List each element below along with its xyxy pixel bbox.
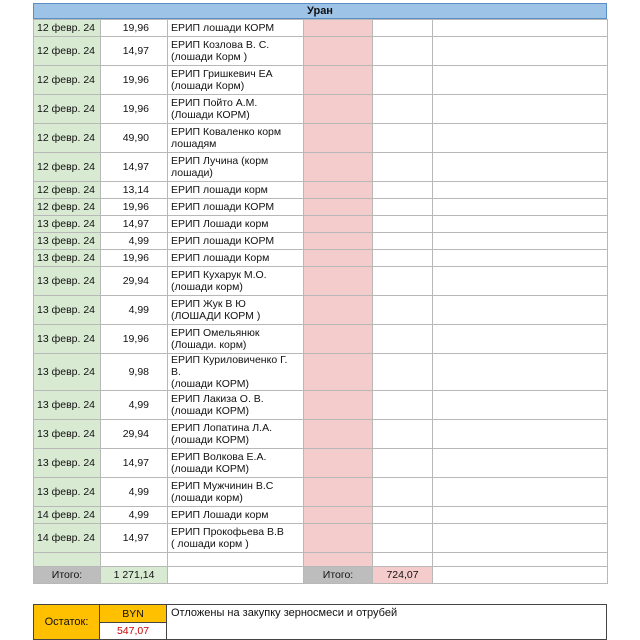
empty-cell[interactable] [304, 153, 373, 182]
empty-cell[interactable] [304, 95, 373, 124]
empty-cell[interactable] [373, 478, 433, 507]
empty-cell[interactable] [373, 153, 433, 182]
empty-cell[interactable] [304, 20, 373, 37]
amount-cell[interactable]: 9,98 [101, 354, 168, 391]
empty-cell[interactable] [433, 37, 608, 66]
date-cell[interactable]: 12 февр. 24 [34, 153, 101, 182]
balance-value: 547,07 [116, 625, 150, 637]
amount-cell[interactable]: 4,99 [101, 296, 168, 325]
amount-cell[interactable]: 19,96 [101, 95, 168, 124]
empty-cell[interactable] [304, 325, 373, 354]
amount-cell[interactable]: 19,96 [101, 199, 168, 216]
empty-cell[interactable] [304, 37, 373, 66]
table-row [34, 95, 608, 124]
table-row [34, 507, 608, 524]
sheet-header [33, 3, 607, 19]
empty-cell[interactable] [304, 449, 373, 478]
description-cell[interactable]: ЕРИП лошади КОРМ [168, 233, 304, 250]
empty-cell[interactable] [304, 296, 373, 325]
date-cell[interactable]: 13 февр. 24 [34, 267, 101, 296]
description-cell[interactable]: ЕРИП Гришкевич ЕА (лошади Корм) [168, 66, 304, 95]
empty-cell[interactable] [373, 182, 433, 199]
description-cell[interactable]: ЕРИП Козлова В. С. (лошади Корм ) [168, 37, 304, 66]
table-row [34, 524, 608, 553]
amount-cell[interactable]: 19,96 [101, 66, 168, 95]
empty-cell[interactable] [373, 267, 433, 296]
amount-cell[interactable]: 4,99 [101, 233, 168, 250]
empty-cell[interactable] [101, 553, 168, 567]
date-cell[interactable]: 12 февр. 24 [34, 124, 101, 153]
amount-cell[interactable]: 4,99 [101, 391, 168, 420]
table-row [34, 233, 608, 250]
empty-cell[interactable] [433, 66, 608, 95]
amount-cell[interactable]: 14,97 [101, 449, 168, 478]
empty-cell[interactable] [373, 37, 433, 66]
description-cell[interactable]: ЕРИП Жук В Ю (ЛОШАДИ КОРМ ) [168, 296, 304, 325]
total-label-right[interactable]: Итого: [304, 567, 373, 584]
empty-cell[interactable] [373, 553, 433, 567]
totals-row [34, 567, 608, 584]
transactions-table [33, 19, 608, 584]
table-row [34, 391, 608, 420]
table-row [34, 153, 608, 182]
amount-cell[interactable]: 14,97 [101, 216, 168, 233]
empty-cell[interactable] [373, 449, 433, 478]
empty-cell[interactable] [304, 507, 373, 524]
empty-cell[interactable] [433, 325, 608, 354]
empty-cell[interactable] [433, 507, 608, 524]
empty-cell[interactable] [168, 567, 304, 584]
amount-cell[interactable]: 19,96 [101, 250, 168, 267]
date-cell[interactable]: 14 февр. 24 [34, 524, 101, 553]
total-value-left[interactable]: 1 271,14 [101, 567, 168, 584]
description-cell[interactable]: ЕРИП Мужчинин В.С (лошади корм) [168, 478, 304, 507]
empty-cell[interactable] [433, 524, 608, 553]
empty-cell[interactable] [433, 478, 608, 507]
empty-cell[interactable] [373, 216, 433, 233]
table-row [34, 267, 608, 296]
empty-cell[interactable] [304, 553, 373, 567]
table-row [34, 354, 608, 391]
date-cell[interactable]: 13 февр. 24 [34, 391, 101, 420]
empty-cell[interactable] [373, 250, 433, 267]
amount-cell[interactable]: 29,94 [101, 420, 168, 449]
empty-cell[interactable] [373, 199, 433, 216]
table-row [34, 478, 608, 507]
empty-cell[interactable] [304, 66, 373, 95]
empty-cell[interactable] [433, 233, 608, 250]
description-cell[interactable]: ЕРИП Коваленко корм лошадям [168, 124, 304, 153]
empty-cell[interactable] [34, 553, 101, 567]
amount-cell[interactable]: 19,96 [101, 325, 168, 354]
empty-cell[interactable] [433, 567, 608, 584]
balance-box [100, 604, 167, 640]
amount-cell[interactable]: 4,99 [101, 507, 168, 524]
date-cell[interactable]: 13 февр. 24 [34, 250, 101, 267]
table-row [34, 182, 608, 199]
description-cell[interactable]: ЕРИП лошади корм [168, 182, 304, 199]
empty-cell[interactable] [433, 449, 608, 478]
table-row [34, 216, 608, 233]
empty-cell[interactable] [304, 250, 373, 267]
empty-cell[interactable] [373, 420, 433, 449]
balance-section [33, 604, 607, 640]
empty-cell[interactable] [433, 553, 608, 567]
empty-cell[interactable] [433, 95, 608, 124]
date-cell[interactable]: 12 февр. 24 [34, 37, 101, 66]
empty-cell[interactable] [373, 391, 433, 420]
balance-label: Остаток: [33, 604, 100, 640]
empty-cell[interactable] [433, 267, 608, 296]
table-row [34, 250, 608, 267]
date-cell[interactable]: 12 февр. 24 [34, 66, 101, 95]
table-row [34, 66, 608, 95]
empty-cell[interactable] [373, 66, 433, 95]
table-row [34, 420, 608, 449]
date-cell[interactable]: 13 февр. 24 [34, 478, 101, 507]
empty-cell[interactable] [304, 420, 373, 449]
balance-currency: BYN [100, 605, 166, 623]
description-cell[interactable]: ЕРИП Лучина (корм лошади) [168, 153, 304, 182]
empty-cell[interactable] [304, 124, 373, 153]
empty-cell[interactable] [304, 199, 373, 216]
empty-cell[interactable] [433, 296, 608, 325]
description-cell[interactable]: ЕРИП Лопатина Л.А. (лошади КОРМ) [168, 420, 304, 449]
description-cell[interactable]: ЕРИП Кухарук М.О. (лошади корм) [168, 267, 304, 296]
date-cell[interactable]: 13 февр. 24 [34, 216, 101, 233]
amount-cell[interactable]: 19,96 [101, 20, 168, 37]
table-row [34, 296, 608, 325]
date-cell[interactable]: 13 февр. 24 [34, 449, 101, 478]
amount-cell[interactable]: 29,94 [101, 267, 168, 296]
description-cell[interactable]: ЕРИП Куриловиченко Г. В. (лошади КОРМ) [168, 354, 304, 391]
empty-cell[interactable] [433, 250, 608, 267]
sheet-title: Уран [307, 5, 333, 17]
empty-cell[interactable] [304, 354, 373, 391]
total-value-right[interactable]: 724,07 [373, 567, 433, 584]
empty-cell[interactable] [304, 524, 373, 553]
amount-cell[interactable]: 49,90 [101, 124, 168, 153]
description-cell[interactable]: ЕРИП Лошади корм [168, 216, 304, 233]
transactions-body [34, 20, 608, 584]
empty-cell[interactable] [373, 524, 433, 553]
spreadsheet [33, 3, 607, 584]
date-cell[interactable]: 12 февр. 24 [34, 199, 101, 216]
description-cell[interactable]: ЕРИП Прокофьева В.В ( лошади корм ) [168, 524, 304, 553]
description-cell[interactable]: ЕРИП Лошади корм [168, 507, 304, 524]
table-row [34, 199, 608, 216]
description-cell[interactable]: ЕРИП лошади КОРМ [168, 199, 304, 216]
date-cell[interactable]: 13 февр. 24 [34, 296, 101, 325]
empty-cell[interactable] [373, 20, 433, 37]
amount-cell[interactable]: 14,97 [101, 37, 168, 66]
empty-cell[interactable] [433, 124, 608, 153]
amount-cell[interactable]: 14,97 [101, 524, 168, 553]
description-cell[interactable]: ЕРИП Лакиза О. В. (лошади КОРМ) [168, 391, 304, 420]
empty-cell[interactable] [304, 267, 373, 296]
description-cell[interactable]: ЕРИП лошади КОРМ [168, 20, 304, 37]
empty-cell[interactable] [304, 216, 373, 233]
empty-cell[interactable] [168, 553, 304, 567]
table-row [34, 20, 608, 37]
balance-note: Отложены на закупку зерносмеси и отрубей [167, 604, 607, 640]
empty-cell[interactable] [373, 354, 433, 391]
empty-cell[interactable] [433, 391, 608, 420]
table-row [34, 124, 608, 153]
table-row [34, 37, 608, 66]
empty-cell[interactable] [433, 153, 608, 182]
description-cell[interactable]: ЕРИП лошади Корм [168, 250, 304, 267]
empty-cell[interactable] [433, 199, 608, 216]
empty-cell[interactable] [433, 182, 608, 199]
date-cell[interactable]: 12 февр. 24 [34, 182, 101, 199]
amount-cell[interactable]: 14,97 [101, 153, 168, 182]
empty-cell[interactable] [304, 478, 373, 507]
empty-cell[interactable] [373, 507, 433, 524]
description-cell[interactable]: ЕРИП Волкова Е.А. (лошади КОРМ) [168, 449, 304, 478]
empty-cell[interactable] [373, 296, 433, 325]
empty-cell[interactable] [373, 95, 433, 124]
table-row [34, 553, 608, 567]
date-cell[interactable]: 13 февр. 24 [34, 354, 101, 391]
empty-cell[interactable] [433, 420, 608, 449]
amount-cell[interactable]: 4,99 [101, 478, 168, 507]
total-label-left[interactable]: Итого: [34, 567, 101, 584]
description-cell[interactable]: ЕРИП Пойто А.М. (Лошади КОРМ) [168, 95, 304, 124]
amount-cell[interactable]: 13,14 [101, 182, 168, 199]
date-cell[interactable]: 12 февр. 24 [34, 95, 101, 124]
date-cell[interactable]: 13 февр. 24 [34, 325, 101, 354]
date-cell[interactable]: 14 февр. 24 [34, 507, 101, 524]
empty-cell[interactable] [304, 233, 373, 250]
empty-cell[interactable] [433, 20, 608, 37]
empty-cell[interactable] [433, 216, 608, 233]
description-cell[interactable]: ЕРИП Омельянюк (Лошади. корм) [168, 325, 304, 354]
empty-cell[interactable] [304, 182, 373, 199]
date-cell[interactable]: 12 февр. 24 [34, 20, 101, 37]
table-row [34, 449, 608, 478]
date-cell[interactable]: 13 февр. 24 [34, 233, 101, 250]
empty-cell[interactable] [373, 233, 433, 250]
empty-cell[interactable] [433, 354, 608, 391]
table-row [34, 325, 608, 354]
date-cell[interactable]: 13 февр. 24 [34, 420, 101, 449]
empty-cell[interactable] [373, 124, 433, 153]
empty-cell[interactable] [304, 391, 373, 420]
empty-cell[interactable] [373, 325, 433, 354]
